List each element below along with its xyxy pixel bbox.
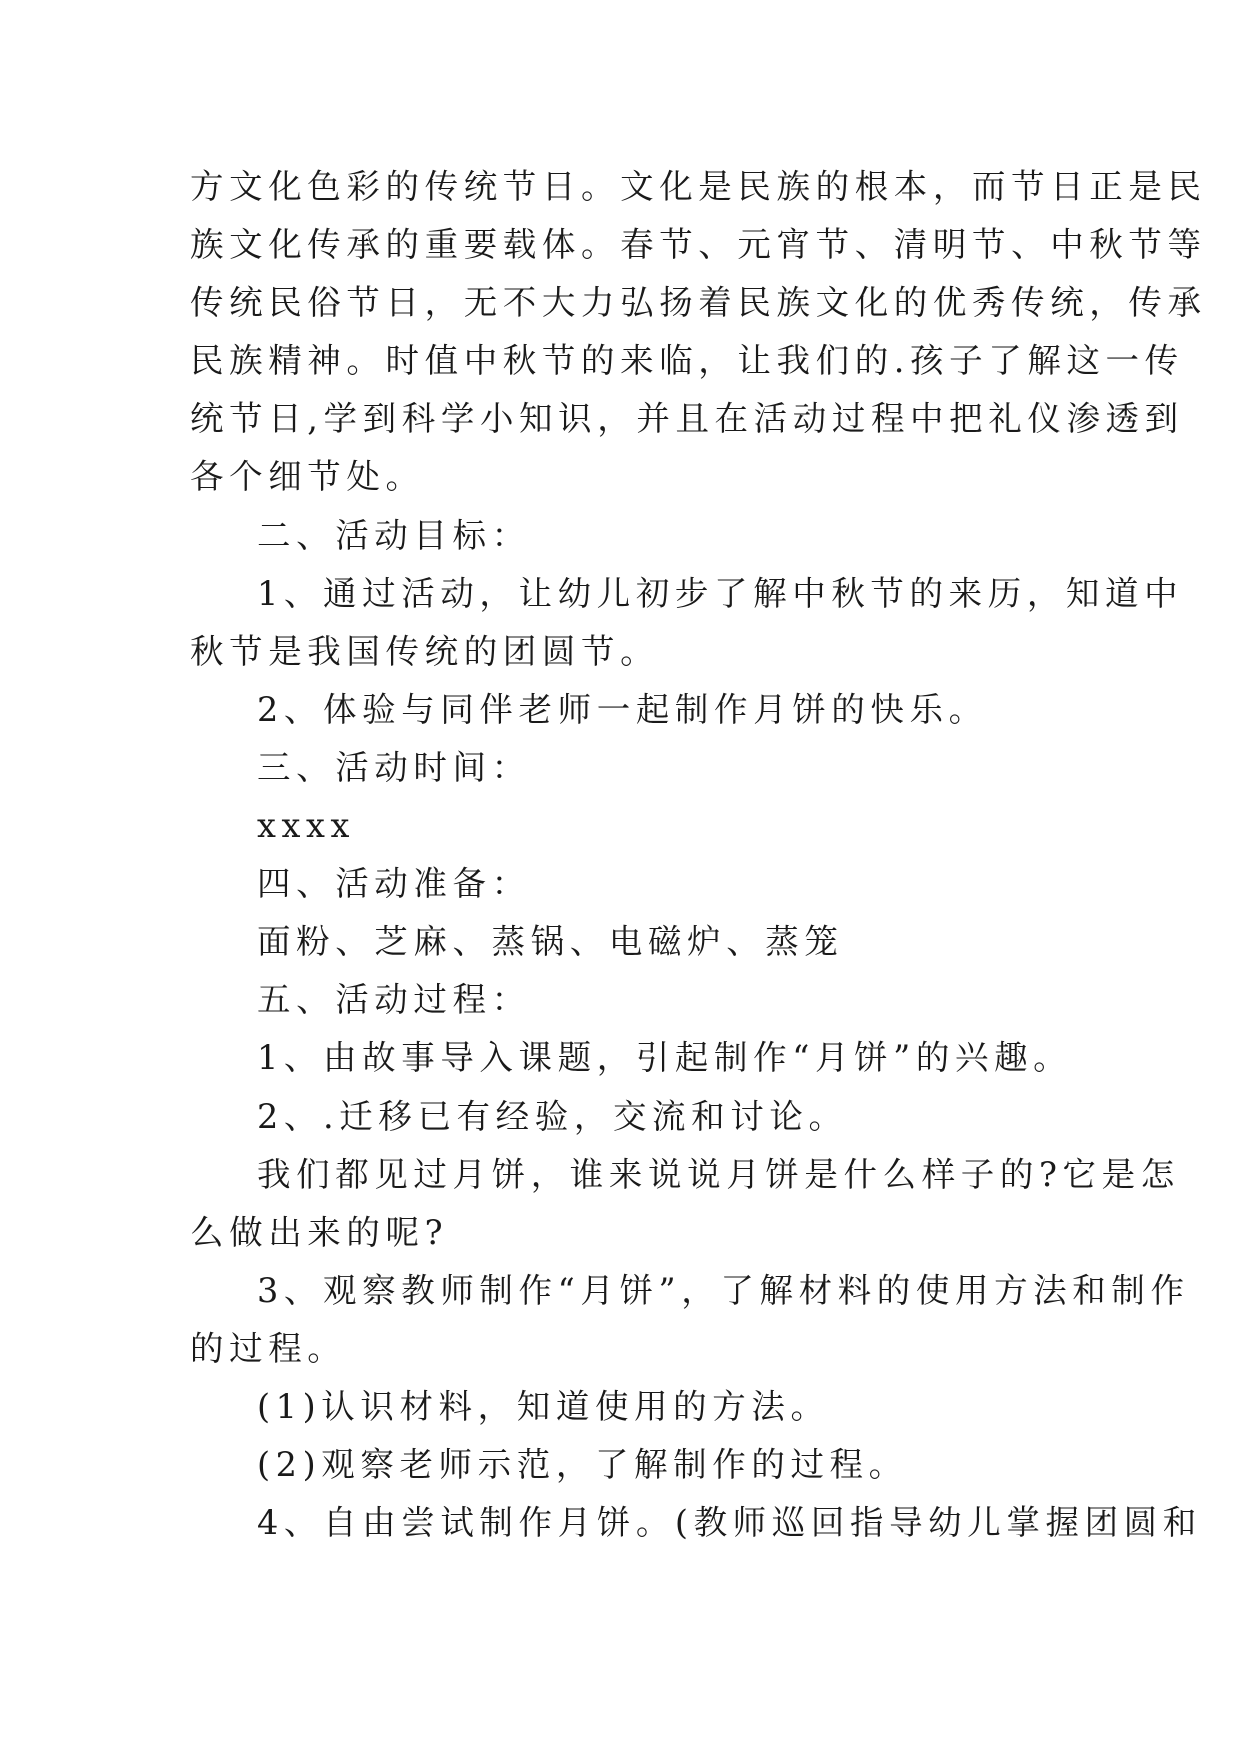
text-line: 的过程。 [190, 1328, 347, 1368]
text-line: 面粉、芝麻、蒸锅、电磁炉、蒸笼 [257, 922, 844, 962]
text-line: 1、通过活动，让幼儿初步了解中秋节的来历，知道中 [257, 573, 1184, 613]
text-line: 族文化传承的重要载体。春节、元宵节、清明节、中秋节等 [190, 225, 1207, 265]
text-line: 传统民俗节日，无不大力弘扬着民族文化的优秀传统，传承 [190, 283, 1207, 323]
text-line: xxxx [257, 806, 355, 846]
text-line: 3、观察教师制作“月饼”，了解材料的使用方法和制作 [257, 1270, 1190, 1310]
text-line: (1)认识材料，知道使用的方法。 [257, 1386, 830, 1426]
text-line: 么做出来的呢? [190, 1212, 449, 1252]
text-line: 2、体验与同伴老师一起制作月饼的快乐。 [257, 689, 988, 729]
text-line: 2、.迁移已有经验，交流和讨论。 [257, 1096, 848, 1136]
section-heading-process: 五、活动过程： [257, 980, 531, 1020]
section-heading-time: 三、活动时间： [257, 747, 531, 787]
document-page [190, 158, 1207, 1552]
text-line: 统节日,学到科学小知识，并且在活动过程中把礼仪渗透到 [190, 399, 1184, 439]
text-line: 民族精神。时值中秋节的来临，让我们的.孩子了解这一传 [190, 341, 1184, 381]
section-heading-goals: 二、活动目标： [257, 515, 531, 555]
text-line: (2)观察老师示范，了解制作的过程。 [257, 1445, 908, 1485]
text-line: 秋节是我国传统的团圆节。 [190, 631, 660, 671]
text-line: 1、由故事导入课题，引起制作“月饼”的兴趣。 [257, 1038, 1073, 1078]
section-heading-preparation: 四、活动准备： [257, 864, 531, 904]
text-line: 我们都见过月饼，谁来说说月饼是什么样子的?它是怎 [257, 1154, 1180, 1194]
text-line: 4、自由尝试制作月饼。(教师巡回指导幼儿掌握团圆和 [257, 1503, 1202, 1543]
text-line: 方文化色彩的传统节日。文化是民族的根本，而节日正是民 [190, 167, 1207, 206]
text-line: 各个细节处。 [190, 457, 425, 497]
